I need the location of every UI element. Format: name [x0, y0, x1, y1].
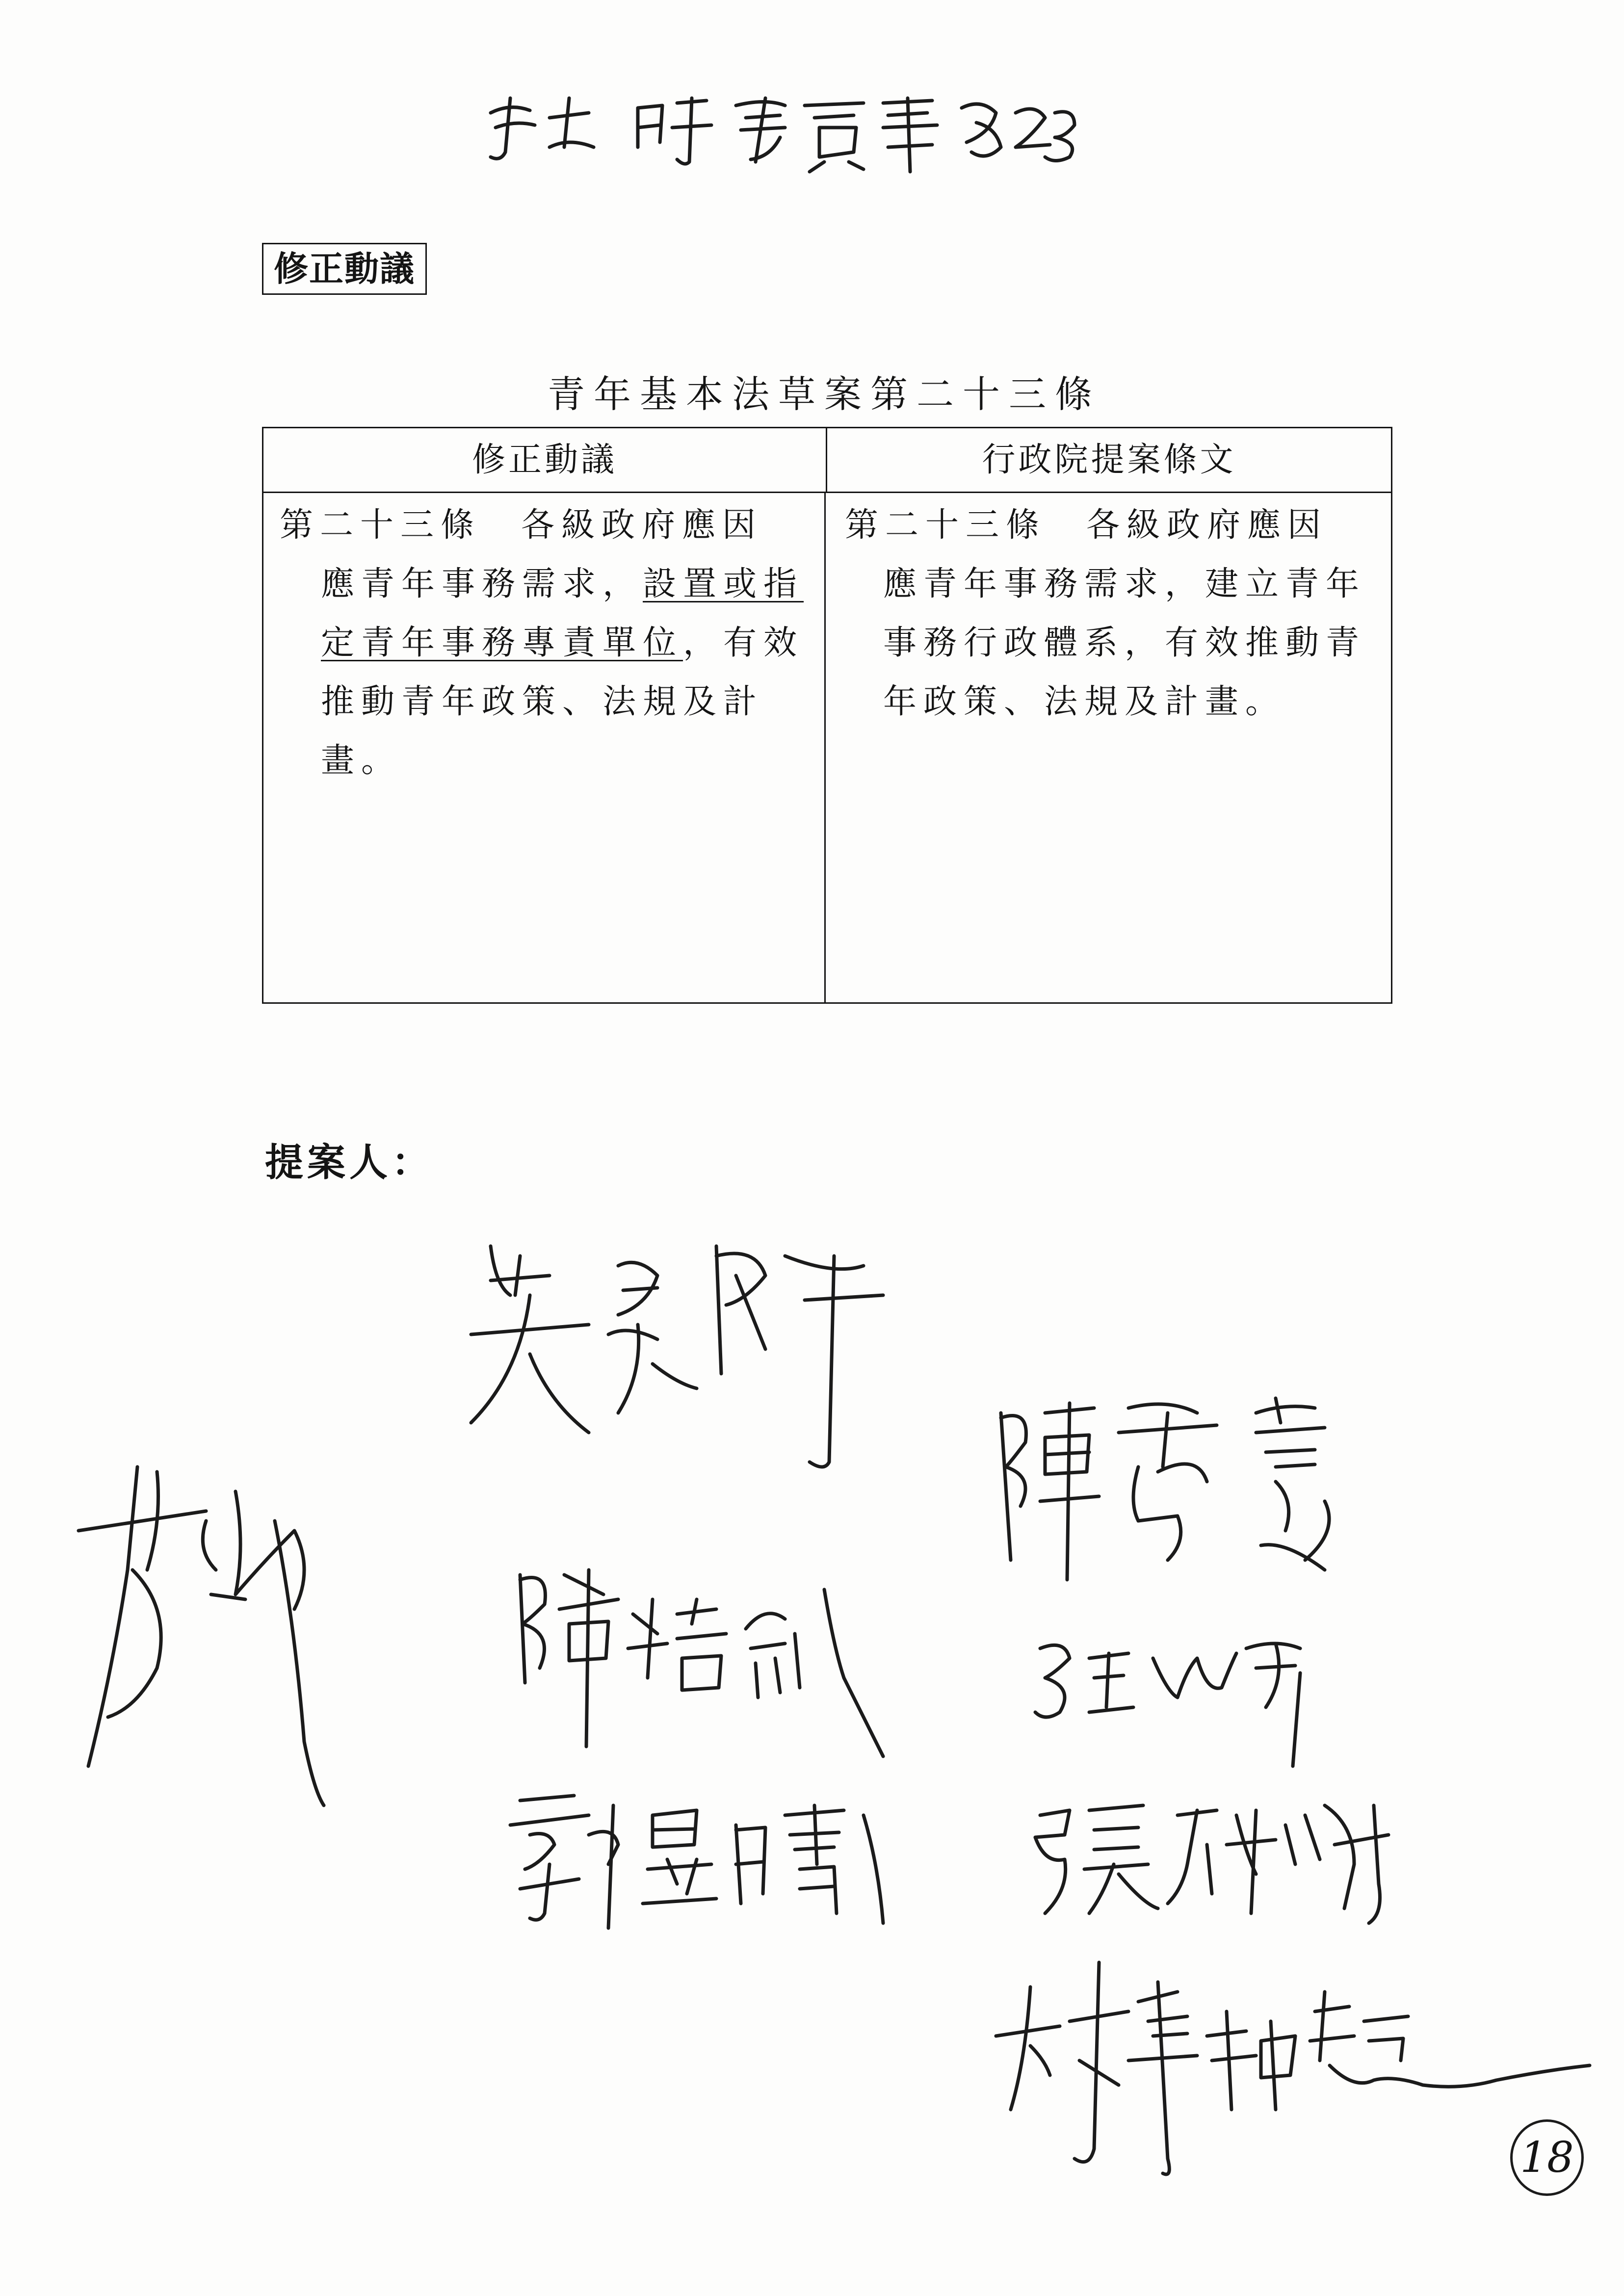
table-body-row	[263, 493, 1391, 1002]
amendment-text: ，有效	[683, 624, 804, 662]
signature-6	[510, 1796, 883, 1928]
signature-4	[520, 1570, 883, 1756]
table-header-row	[263, 428, 1391, 493]
executive-proposal-cell	[826, 493, 1389, 1002]
header-executive-proposal: 行政院提案條文	[982, 441, 1236, 479]
amendment-underlined-text: 定青年事務專責單位	[321, 624, 683, 662]
executive-line	[845, 673, 1389, 731]
amendment-text: 應青年事務需求，	[321, 565, 643, 603]
header-amendment: 修正動議	[263, 428, 827, 492]
executive-line	[845, 496, 1389, 555]
amendment-text: 畫。	[321, 741, 402, 780]
executive-text: 第二十三條 各級政府應因	[845, 506, 1328, 545]
signature-8	[996, 1962, 1590, 2174]
amendment-line	[280, 673, 824, 731]
signature-7	[1035, 1805, 1388, 1923]
amendment-underlined-text: 設置或指	[643, 565, 804, 603]
page-number: 18	[1510, 2119, 1584, 2196]
executive-text: 年政策、法規及計畫。	[883, 682, 1286, 721]
executive-line	[845, 555, 1389, 614]
executive-line	[845, 614, 1389, 673]
amendment-line	[280, 614, 824, 673]
document-title: 青年基本法草案第二十三條	[548, 372, 1101, 416]
amendment-line	[280, 555, 824, 614]
amendment-text: 第二十三條 各級政府應因	[280, 506, 763, 545]
signature-2	[79, 1467, 324, 1805]
executive-text: 應青年事務需求，建立青年	[883, 565, 1366, 603]
comparison-table	[262, 427, 1392, 1004]
amendment-text: 推動青年政策、法規及計	[321, 682, 764, 721]
signature-1	[471, 1246, 883, 1467]
signature-5	[1035, 1644, 1300, 1766]
handwritten-note	[491, 98, 1074, 172]
motion-label-box: 修正動議	[262, 243, 427, 295]
amendment-line	[280, 731, 824, 790]
amendment-cell	[263, 493, 826, 1002]
signature-3	[1001, 1398, 1329, 1580]
executive-text: 事務行政體系，有效推動青	[883, 624, 1366, 662]
proposers-label: 提案人：	[265, 1141, 434, 1185]
amendment-line	[280, 496, 824, 555]
